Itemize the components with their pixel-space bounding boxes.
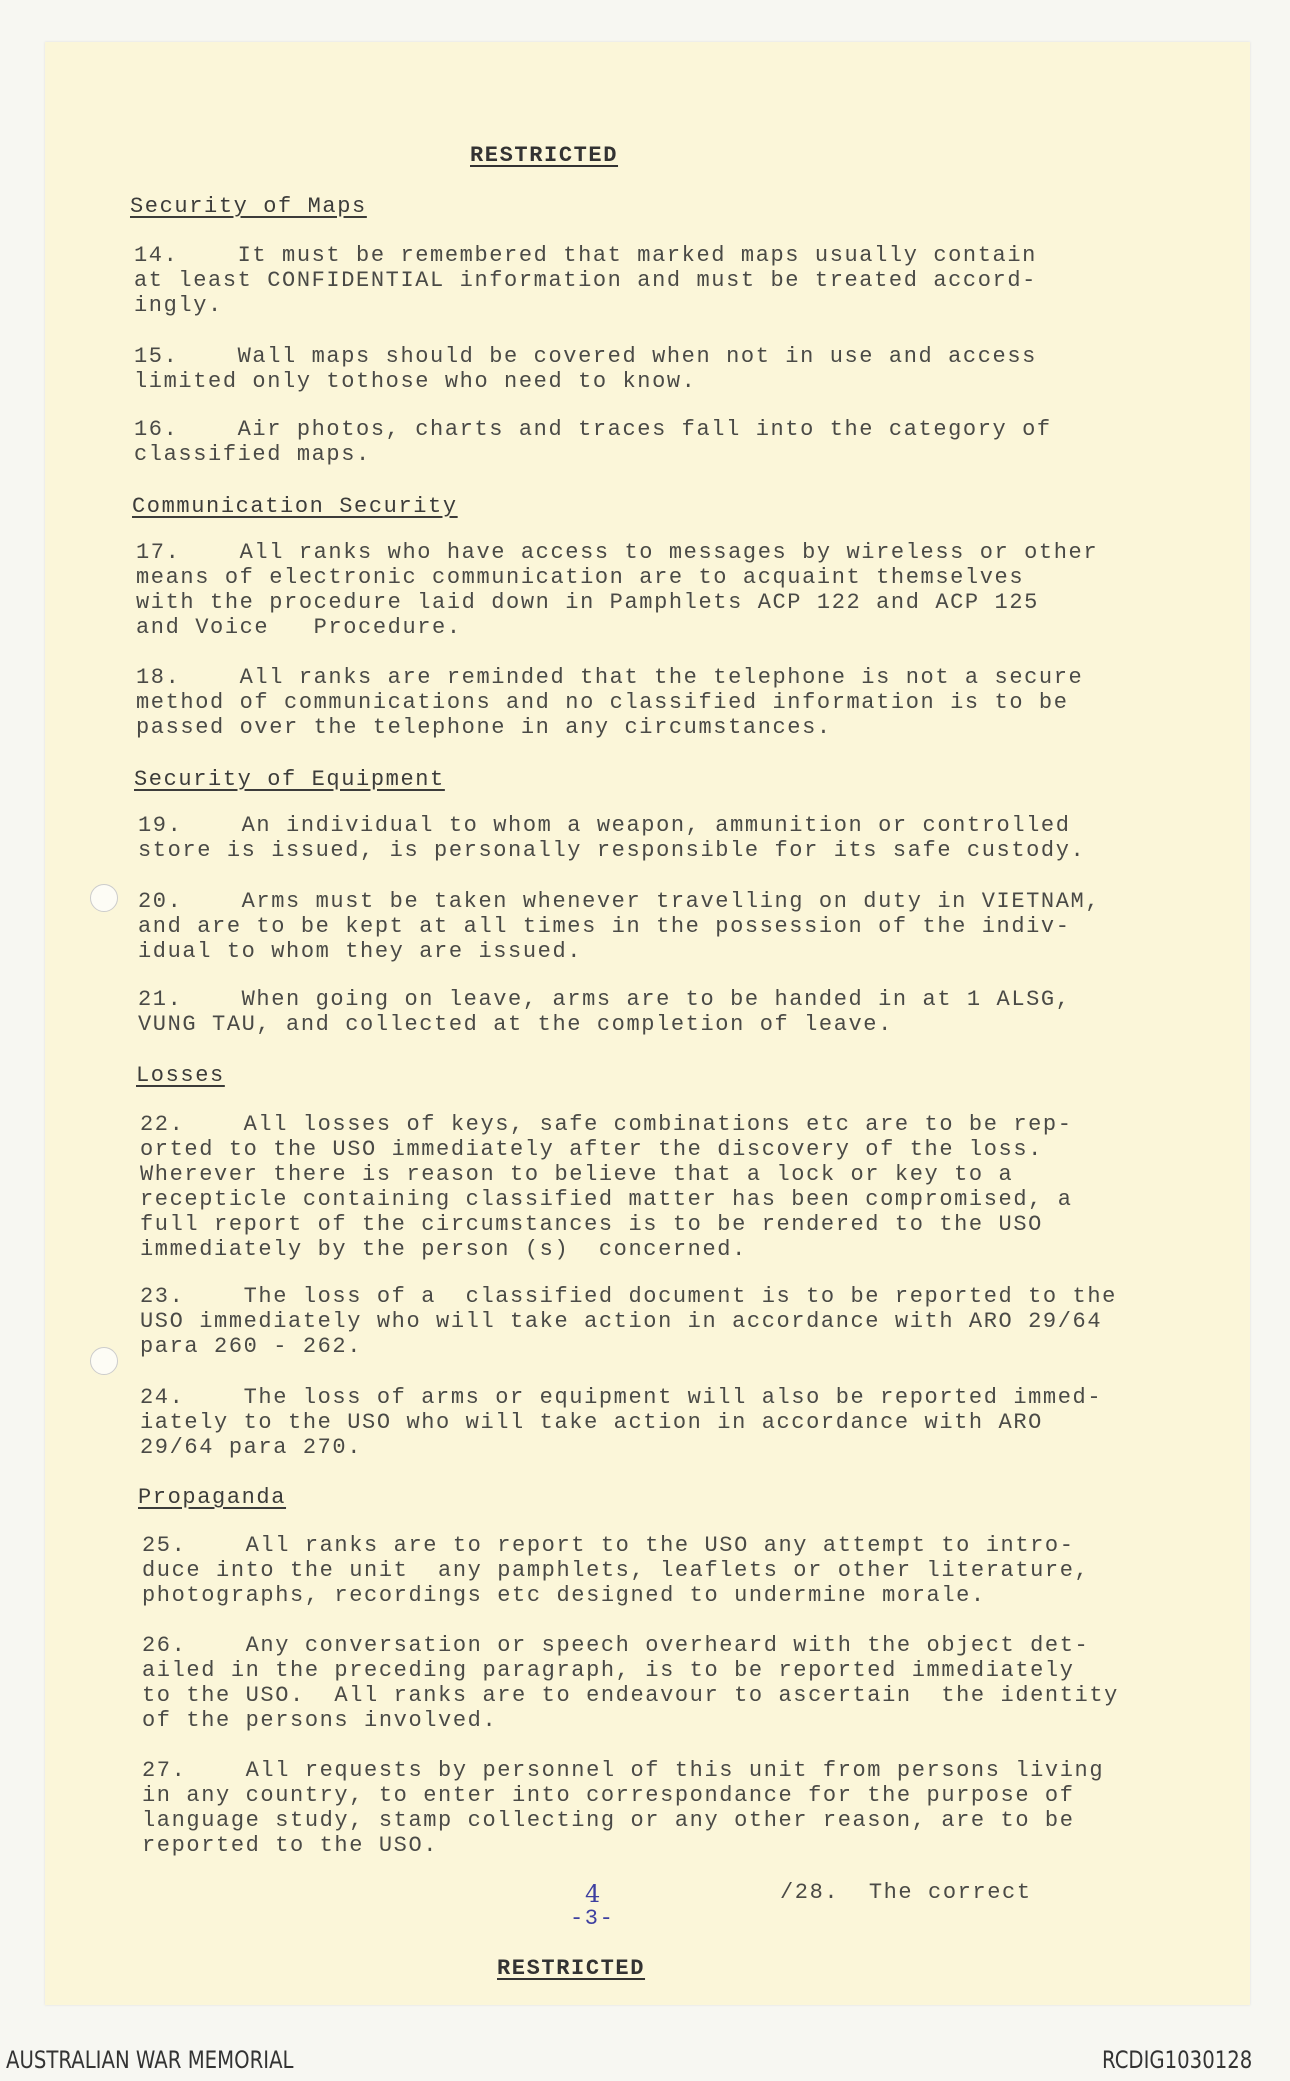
paragraph-line: of the persons involved. [142, 1708, 498, 1733]
paragraph-line: 29/64 para 270. [140, 1435, 363, 1460]
paragraph [142, 1758, 1104, 1858]
paragraph-line: USO immediately who will take action in accordance with ARO 29/64 [140, 1309, 1103, 1334]
paragraph-line: para 260 - 262. [140, 1334, 363, 1359]
paragraph-line: means of electronic communication are to acquaint themselves [136, 565, 1025, 590]
paragraph-line: 24. The loss of arms or equipment will also be reported immed- [140, 1385, 1103, 1410]
paragraph-line: ingly. [134, 293, 223, 318]
paragraph-line: 26. Any conversation or speech overheard with the object det- [142, 1633, 1090, 1658]
classification-header: RESTRICTED [470, 143, 619, 168]
paragraph-line: immediately by the person (s) concerned. [140, 1237, 747, 1262]
paragraph-line: method of communications and no classified information is to be [136, 690, 1069, 715]
paragraph-line: orted to the USO immediately after the discovery of the loss. [140, 1137, 1043, 1162]
paragraph-line: 17. All ranks who have access to messages by wireless or other [136, 540, 1099, 565]
page-number: -3- [570, 1906, 615, 1931]
paragraph-line: 14. It must be remembered that marked maps usually contain [134, 243, 1037, 268]
section-heading: Communication Security [132, 494, 458, 519]
paragraph-line: 15. Wall maps should be covered when not in use and access [134, 344, 1037, 369]
section-heading: Losses [136, 1063, 225, 1088]
paragraph-line: recepticle containing classified matter has been compromised, a [140, 1187, 1073, 1212]
institution-label: AUSTRALIAN WAR MEMORIAL [6, 2046, 294, 2074]
paragraph-line: full report of the circumstances is to be rendered to the USO [140, 1212, 1043, 1237]
section-heading: Security of Equipment [134, 767, 445, 792]
paragraph-line: Wherever there is reason to believe that a lock or key to a [140, 1162, 1014, 1187]
paragraph-line: duce into the unit any pamphlets, leaflets or other literature, [142, 1558, 1090, 1583]
paragraph-line: to the USO. All ranks are to endeavour to ascertain the identity [142, 1683, 1119, 1708]
paragraph-line: in any country, to enter into correspondance for the purpose of [142, 1783, 1075, 1808]
handwritten-page-number: 4 [585, 1880, 601, 1908]
paragraph-line: language study, stamp collecting or any other reason, are to be [142, 1808, 1075, 1833]
paragraph-line: VUNG TAU, and collected at the completion of leave. [138, 1012, 893, 1037]
paragraph-line: store is issued, is personally responsible for its safe custody. [138, 838, 1086, 863]
paragraph [134, 344, 1037, 394]
paragraph-line: 21. When going on leave, arms are to be handed in at 1 ALSG, [138, 987, 1071, 1012]
paragraph-line: with the procedure laid down in Pamphlets ACP 122 and ACP 125 [136, 590, 1039, 615]
paragraph-line: 19. An individual to whom a weapon, ammunition or controlled [138, 813, 1071, 838]
section-heading: Propaganda [138, 1485, 287, 1510]
paragraph-line: and Voice Procedure. [136, 615, 462, 640]
paragraph-line: idual to whom they are issued. [138, 939, 583, 964]
paragraph [134, 417, 1052, 467]
paragraph-line: 18. All ranks are reminded that the telephone is not a secure [136, 665, 1084, 690]
paragraph-line: ailed in the preceding paragraph, is to be reported immediately [142, 1658, 1075, 1683]
paragraph-line: passed over the telephone in any circumstances. [136, 715, 832, 740]
paragraph-line: 16. Air photos, charts and traces fall into the category of [134, 417, 1052, 442]
paragraph [138, 889, 1100, 964]
paragraph [142, 1633, 1119, 1733]
paragraph-line: reported to the USO. [142, 1833, 439, 1858]
paragraph-line: 25. All ranks are to report to the USO any attempt to intro- [142, 1533, 1075, 1558]
paragraph-line: iately to the USO who will take action in accordance with ARO [140, 1410, 1043, 1435]
paragraph [138, 987, 1071, 1037]
paragraph-line: photographs, recordings etc designed to undermine morale. [142, 1583, 986, 1608]
paragraph [138, 813, 1085, 863]
paragraph-line: 27. All requests by personnel of this unit from persons living [142, 1758, 1105, 1783]
paragraph [134, 243, 1037, 318]
paragraph [136, 540, 1098, 640]
paragraph [140, 1284, 1117, 1359]
paragraph [136, 665, 1083, 740]
paragraph [140, 1112, 1073, 1262]
paragraph-line: limited only tothose who need to know. [134, 369, 697, 394]
punch-hole [90, 884, 118, 912]
paragraph-line: 20. Arms must be taken whenever travelling on duty in VIETNAM, [138, 889, 1101, 914]
paragraph-line: and are to be kept at all times in the possession of the indiv- [138, 914, 1071, 939]
paragraph-line: 22. All losses of keys, safe combinations etc are to be rep- [140, 1112, 1073, 1137]
paragraph-line: classified maps. [134, 442, 371, 467]
paragraph [140, 1385, 1102, 1460]
classification-footer: RESTRICTED [497, 1956, 646, 1981]
paragraph-line: 23. The loss of a classified document is to be reported to the [140, 1284, 1117, 1309]
section-heading: Security of Maps [130, 194, 367, 219]
punch-hole [90, 1347, 118, 1375]
paragraph [142, 1533, 1089, 1608]
continuation-text: /28. The correct [780, 1880, 1032, 1905]
paragraph-line: at least CONFIDENTIAL information and must be treated accord- [134, 268, 1037, 293]
record-id: RCDIG1030128 [1102, 2046, 1253, 2074]
